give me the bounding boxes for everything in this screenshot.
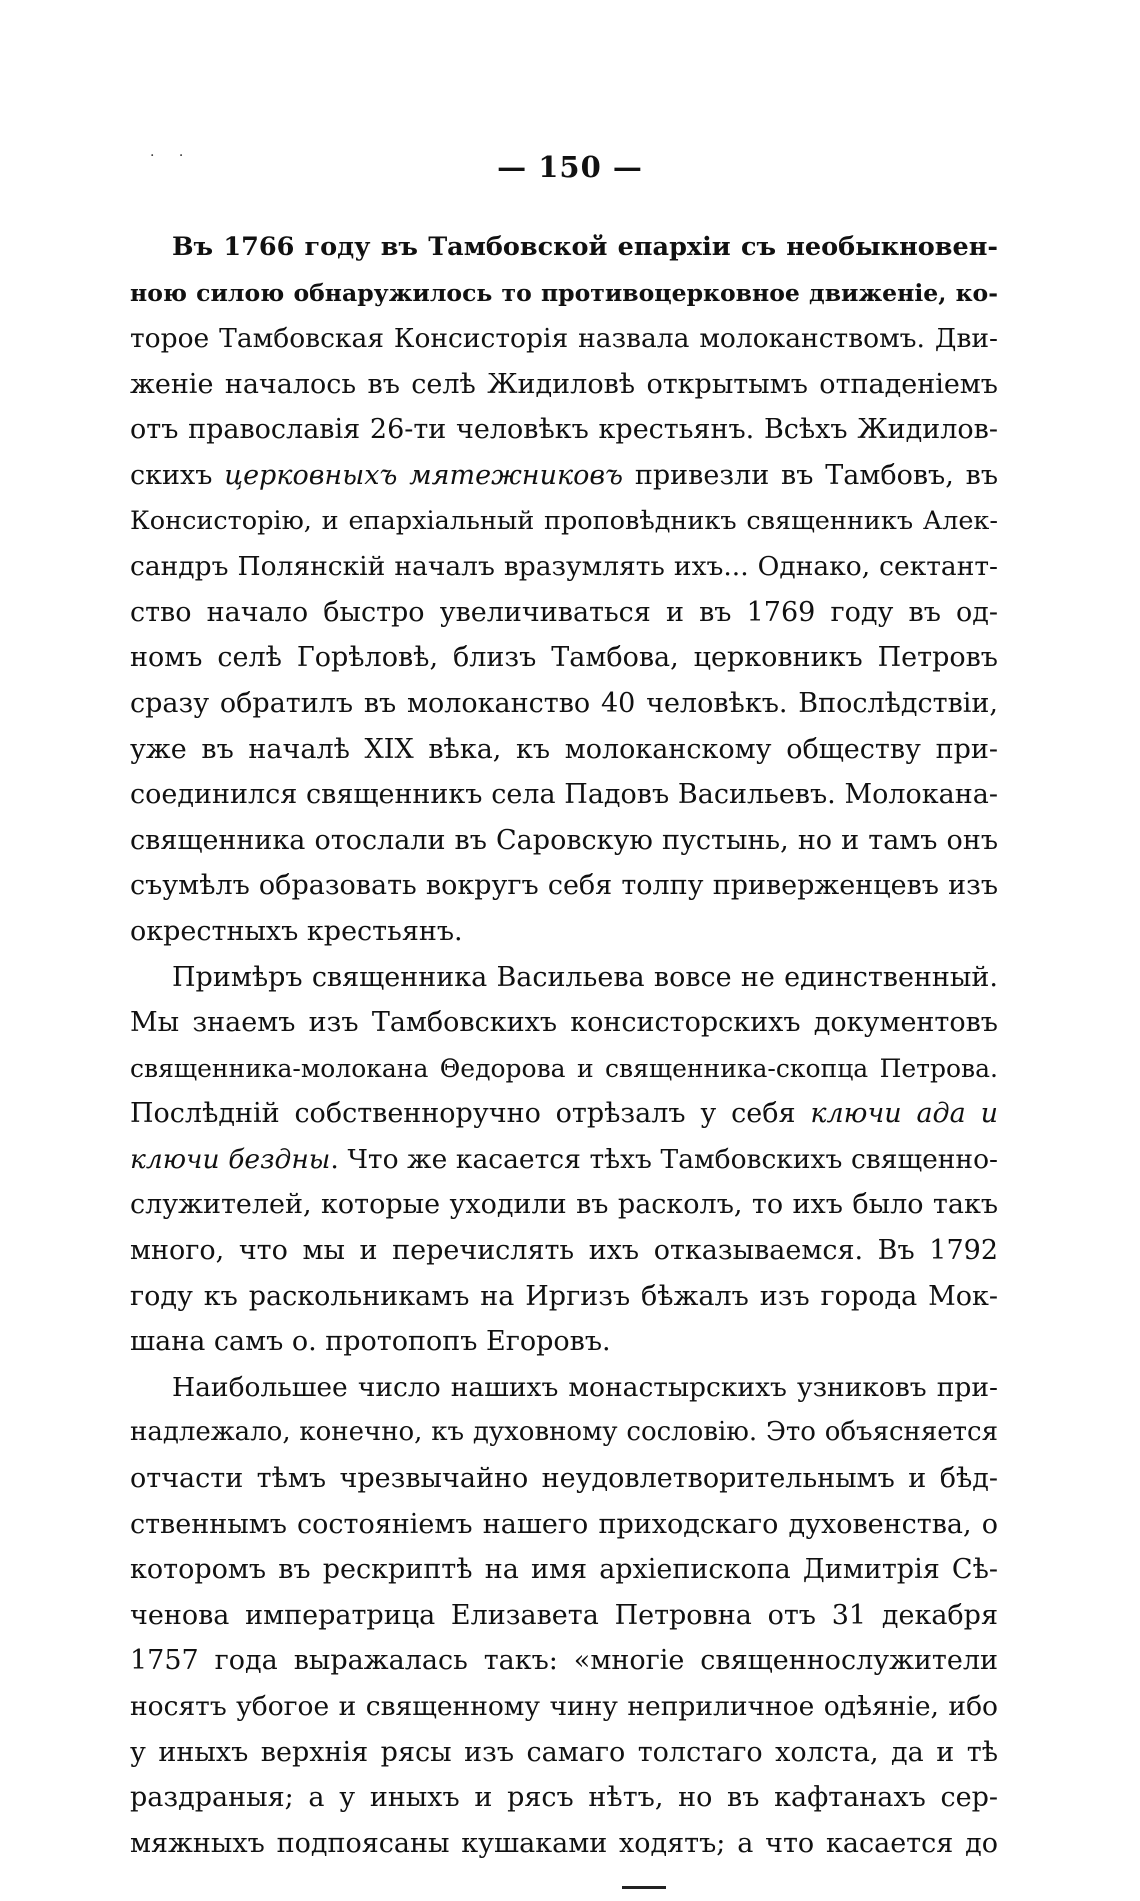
text-line: Примѣръ священника Васильева вовсе не единственный. [172, 961, 998, 993]
body-text [130, 225, 998, 1866]
text-line: сразу обратилъ въ молоканство 40 человѣкъ. Впослѣдствіи, [130, 687, 998, 719]
text-line: женіе началось въ селѣ Жидиловѣ открытымъ отпаденіемъ [130, 368, 998, 400]
paragraph-1 [130, 225, 998, 955]
text-line: отъ православія 26-ти человѣкъ крестьянъ. Всѣхъ Жидилов- [130, 414, 998, 446]
text-line: номъ селѣ Горѣловѣ, близъ Тамбова, церковникъ Петровъ [130, 642, 998, 674]
italic-phrase: церковныхъ мятежниковъ [224, 459, 624, 491]
text-line: мяжныхъ подпоясаны кушаками ходятъ; а что касается до [130, 1827, 998, 1859]
text-line: Консисторію, и епархіальный проповѣдникъ священникъ Алек- [130, 505, 998, 536]
text-line: священника отослали въ Саровскую пустынь, но и тамъ онъ [130, 824, 998, 856]
text-line: ченова императрица Елизавета Петровна отъ 31 декабря [130, 1599, 998, 1631]
text-line [130, 1091, 998, 1137]
footer-mark [622, 1886, 666, 1889]
text-line: ство начало быстро увеличиваться и въ 1769 году въ од- [130, 596, 998, 628]
text-line: носятъ убогое и священному чину неприличное одѣяніе, ибо [130, 1691, 998, 1722]
text-run: Послѣдній собственноручно отрѣзалъ у себя [130, 1098, 811, 1130]
text-line: раздраныя; а у иныхъ и рясъ нѣтъ, но въ кафтанахъ сер- [130, 1782, 998, 1814]
text-line: отчасти тѣмъ чрезвычайно неудовлетворительнымъ и бѣд- [130, 1463, 998, 1495]
text-run: . Что же касается тѣхъ Тамбовскихъ священно- [330, 1143, 998, 1175]
italic-phrase: ключи бездны [130, 1143, 331, 1175]
text-line: Въ 1766 году въ Тамбовской епархіи съ необыкновен- [172, 232, 998, 262]
page-number: — 150 — [497, 150, 643, 184]
paragraph-2 [130, 955, 998, 1365]
text-line: которомъ въ рескриптѣ на имя архіепископа Димитрія Сѣ- [130, 1554, 998, 1586]
text-line: сандръ Полянскій началъ вразумлять ихъ... Однако, сектант- [130, 551, 998, 583]
text-line: у иныхъ верхнія рясы изъ самаго толстаго холста, да и тѣ [130, 1736, 998, 1768]
text-line: году къ раскольникамъ на Иргизъ бѣжалъ изъ города Мок- [130, 1280, 998, 1312]
text-line: надлежало, конечно, къ духовному сословію. Это объясняется [130, 1417, 998, 1448]
text-line: служителей, которые уходили въ расколъ, то ихъ было такъ [130, 1189, 998, 1221]
text-line: шана самъ о. протопопъ Егоровъ. [130, 1326, 611, 1358]
text-line: торое Тамбовская Консисторія назвала молоканствомъ. Дви- [130, 323, 998, 355]
paragraph-3 [130, 1365, 998, 1867]
text-line: 1757 года выражалась такъ: «многіе священнослужители [130, 1645, 998, 1677]
margin-specks: · · [150, 148, 194, 164]
text-run: привезли въ Тамбовъ, въ [623, 459, 998, 491]
text-line: ственнымъ состояніемъ нашего приходскаго духовенства, о [130, 1508, 998, 1540]
text-line: ною силою обнаружилось то противоцерковное движеніе, ко- [130, 278, 998, 307]
text-line: соединился священникъ села Падовъ Васильевъ. Молокана- [130, 779, 998, 811]
text-line: Наибольшее число нашихъ монастырскихъ узниковъ при- [172, 1371, 998, 1403]
text-line: окрестныхъ крестьянъ. [130, 915, 463, 947]
italic-phrase: ключи ада и [810, 1098, 998, 1130]
text-line: уже въ началѣ XIX вѣка, къ молоканскому обществу при- [130, 733, 998, 765]
text-line: много, что мы и перечислять ихъ отказываемся. Въ 1792 [130, 1235, 998, 1267]
text-run: скихъ [130, 459, 225, 491]
text-line [130, 1137, 998, 1183]
text-line [130, 453, 998, 499]
text-line: Мы знаемъ изъ Тамбовскихъ консисторскихъ документовъ [130, 1007, 998, 1039]
text-line: священника-молокана Θедорова и священника-скопца Петрова. [130, 1053, 998, 1083]
text-line: съумѣлъ образовать вокругъ себя толпу приверженцевъ изъ [130, 870, 998, 902]
